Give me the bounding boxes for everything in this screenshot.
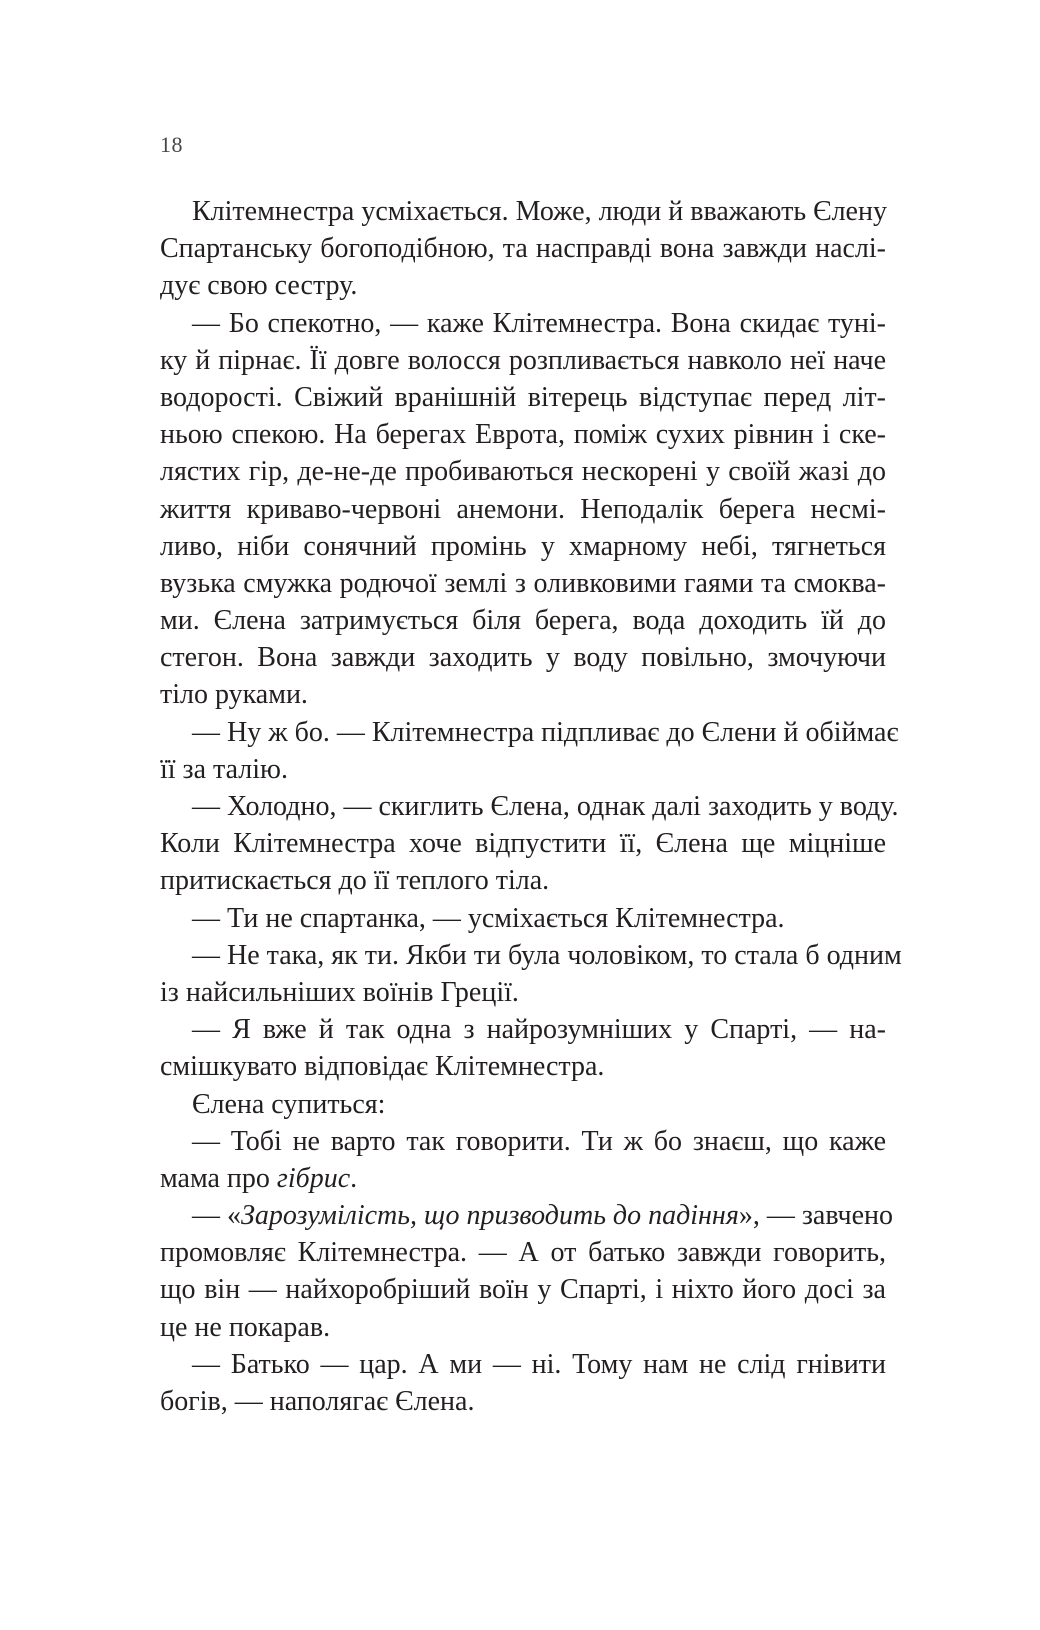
text-line: стегон. Вона завжди заходить у воду повільно, змочуючи [160,642,886,674]
text-line: Єлена супиться: [192,1088,386,1120]
text-line: — Тобі не варто так говорити. Ти ж бо знаєш, що каже [192,1125,886,1157]
text-line: притискається до її теплого тіла. [160,865,550,897]
italic-phrase: гібрис [276,1162,351,1194]
text-line: лястих гір, де-не-де пробиваються нескорені у своїй жазі до [160,456,886,488]
text-line: — Ти не спартанка, — усміхається Клітемнестра. [192,902,785,934]
text-line: — Не така, як ти. Якби ти була чоловіком, то стала б одним [192,939,902,971]
text-line: життя криваво-червоні анемони. Неподалік берега несмі- [160,493,886,525]
text-line: вузька смужка родючої землі з оливковими гаями та смоква- [160,567,886,599]
text-line: дує свою сестру. [160,270,358,302]
text-line: смішкувато відповідає Клітемнестра. [160,1051,605,1083]
text-line: Клітемнестра усміхається. Може, люди й вважають Єлену [192,196,887,227]
page-number: 18 [160,132,183,157]
text-line: що він — найхоробріший воїн у Спарті, і ніхто його досі за [160,1274,886,1306]
text-line: її за талію. [160,753,288,785]
text-fragment: », — завчено [738,1200,893,1232]
text-line: це не покарав. [160,1311,331,1343]
text-line: — Ну ж бо. — Клітемнестра підпливає до Єлени й обіймає [192,716,899,748]
text-line: водорості. Свіжий вранішній вітерець відступає перед літ- [160,381,886,413]
italic-phrase: Зарозумілість, що призводить до падіння [241,1200,739,1232]
text-line: Коли Клітемнестра хоче відпустити її, Єлена ще міцніше [160,828,886,860]
text-line: — Батько — цар. А ми — ні. Тому нам не слід гнівити [192,1348,886,1380]
text-line: — Холодно, — скиглить Єлена, однак далі заходить у воду. [192,791,899,822]
text-line: ньою спекою. На берегах Еврота, поміж сухих рівнин і ске- [160,419,886,451]
text-line: — Я вже й так одна з найрозумніших у Спарті, — на- [192,1014,886,1046]
text-line: із найсильніших воїнів Греції. [160,976,519,1008]
text-line: промовляє Клітемнестра. — А от батько завжди говорить, [160,1237,886,1269]
text-line [160,1160,886,1197]
text-fragment: — « [192,1200,241,1232]
text-line: Спартанську богоподібною, та насправді вона завжди наслі- [160,233,886,265]
text-line [160,1197,893,1234]
text-fragment: . [350,1162,358,1194]
text-line: ку й пірнає. Її довге волосся розпливається навколо неї наче [160,344,886,376]
text-line: ливо, ніби сонячний промінь у хмарному небі, тягнеться [160,530,886,562]
text-line: — Бо спекотно, — каже Клітемнестра. Вона скидає туні- [192,307,886,339]
text-line: богів, — наполягає Єлена. [160,1386,475,1417]
text-fragment: мама про [160,1162,277,1194]
text-line: ми. Єлена затримується біля берега, вода доходить їй до [160,605,886,637]
body-text [160,193,902,1420]
text-line: тіло руками. [160,679,308,711]
